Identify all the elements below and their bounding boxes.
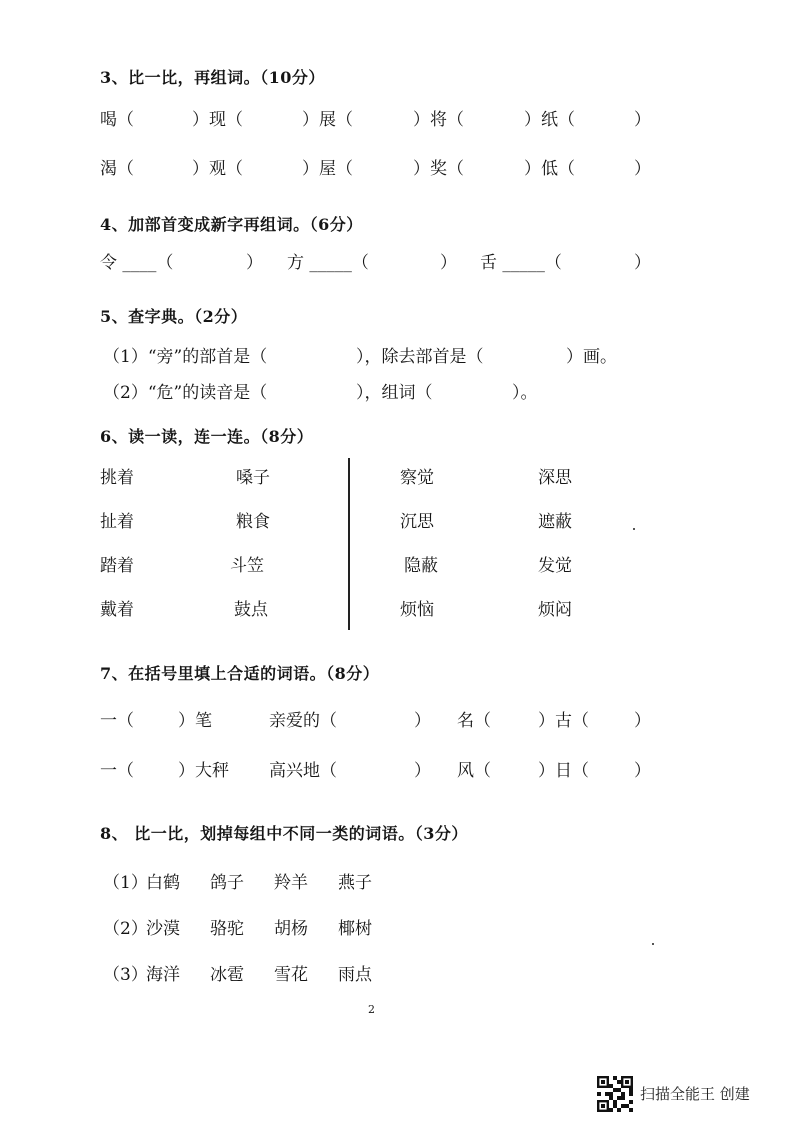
q7-row2-part: ） bbox=[634, 761, 651, 781]
q6-col3-item: 沉思 bbox=[400, 512, 434, 532]
q8-word: 冰雹 bbox=[210, 965, 244, 985]
q4-item-1: 令 ____（ bbox=[100, 253, 174, 273]
q8-group-number: （3） bbox=[103, 965, 148, 985]
scan-speck bbox=[633, 528, 635, 530]
q6-col3-item: 察觉 bbox=[400, 468, 434, 488]
q3-row2-item-1: 渴（ bbox=[100, 159, 134, 179]
q4-item-2: 方 _____（ bbox=[287, 253, 369, 273]
q7-row1-part: ）笔 bbox=[178, 711, 212, 731]
q3-row1-item-1: 喝（ bbox=[100, 110, 134, 130]
q6-col4-item: 发觉 bbox=[538, 556, 572, 576]
q4-item-3-close: ） bbox=[634, 253, 651, 273]
q7-row2-part: 高兴地（ bbox=[269, 761, 337, 781]
q3-row1-item-3: ）展（ bbox=[302, 110, 353, 130]
q6-col4-item: 遮蔽 bbox=[538, 512, 572, 532]
q7-row1-part: ）古（ bbox=[538, 711, 589, 731]
q5-line1-part2: ），除去部首是（ bbox=[356, 347, 484, 367]
q7-row2-part: 一（ bbox=[100, 761, 134, 781]
q3-row1-item-2: ）现（ bbox=[192, 110, 243, 130]
q7-row1-part: 亲爱的（ bbox=[269, 711, 337, 731]
q5-heading: 5、查字典。（2分） bbox=[100, 307, 248, 326]
q8-word: 海洋 bbox=[146, 965, 180, 985]
q8-group-number: （2） bbox=[103, 919, 148, 939]
q3-row2-item-3: ）屋（ bbox=[302, 159, 353, 179]
q3-row1-item-6: ） bbox=[634, 110, 651, 130]
q8-heading: 8、 比一比，划掉每组中不同一类的词语。（3分） bbox=[100, 824, 468, 843]
q6-col4-item: 烦闷 bbox=[538, 600, 572, 620]
q8-word: 羚羊 bbox=[274, 873, 308, 893]
q6-col2-item: 嗓子 bbox=[236, 468, 270, 488]
q6-col2-item: 鼓点 bbox=[234, 600, 268, 620]
q6-col1-item: 挑着 bbox=[100, 468, 134, 488]
q3-row1-item-4: ）将（ bbox=[413, 110, 464, 130]
q8-word: 雪花 bbox=[274, 965, 308, 985]
q7-row1-part: 名（ bbox=[457, 711, 491, 731]
q6-col1-item: 扯着 bbox=[100, 512, 134, 532]
q7-row1-part: 一（ bbox=[100, 711, 134, 731]
q4-item-2-close: ） bbox=[440, 253, 457, 273]
q6-divider-line bbox=[348, 458, 350, 630]
q8-word: 燕子 bbox=[338, 873, 372, 893]
q7-row2-part: ） bbox=[414, 761, 431, 781]
q3-heading: 3、比一比，再组词。（10分） bbox=[100, 68, 325, 87]
q7-row1-part: ） bbox=[634, 711, 651, 731]
q7-row2-part: ）大秤 bbox=[178, 761, 229, 781]
q8-word: 胡杨 bbox=[274, 919, 308, 939]
q3-row1-item-5: ）纸（ bbox=[524, 110, 575, 130]
qr-code-icon bbox=[597, 1076, 633, 1112]
q8-word: 沙漠 bbox=[146, 919, 180, 939]
q4-item-1-close: ） bbox=[246, 253, 263, 273]
q4-heading: 4、加部首变成新字再组词。（6分） bbox=[100, 215, 363, 234]
q6-col3-item: 隐蔽 bbox=[404, 556, 438, 576]
q6-col1-item: 戴着 bbox=[100, 600, 134, 620]
q8-word: 鸽子 bbox=[210, 873, 244, 893]
q7-row1-part: ） bbox=[414, 711, 431, 731]
q3-row2-item-2: ）观（ bbox=[192, 159, 243, 179]
page-number: 2 bbox=[368, 1003, 375, 1016]
watermark-text: 扫描全能王 创建 bbox=[640, 1085, 750, 1103]
q3-row2-item-6: ） bbox=[634, 159, 651, 179]
q3-row2-item-5: ）低（ bbox=[524, 159, 575, 179]
q7-row2-part: 风（ bbox=[457, 761, 491, 781]
q6-heading: 6、读一读，连一连。（8分） bbox=[100, 427, 314, 446]
q8-word: 椰树 bbox=[338, 919, 372, 939]
q7-row2-part: ）日（ bbox=[538, 761, 589, 781]
q8-group-number: （1） bbox=[103, 873, 148, 893]
q7-heading: 7、在括号里填上合适的词语。（8分） bbox=[100, 664, 380, 683]
q6-col4-item: 深思 bbox=[538, 468, 572, 488]
q8-word: 白鹤 bbox=[146, 873, 180, 893]
q8-word: 骆驼 bbox=[210, 919, 244, 939]
q4-item-3: 舌 _____（ bbox=[480, 253, 562, 273]
q5-line2-part2: ），组词（ bbox=[356, 383, 433, 403]
q5-line1-part3: ）画。 bbox=[566, 347, 617, 367]
q8-word: 雨点 bbox=[338, 965, 372, 985]
q5-line2-part3: ）。 bbox=[512, 383, 538, 403]
q5-line1-part1: （1）“旁”的部首是（ bbox=[103, 347, 268, 367]
q6-col2-item: 粮食 bbox=[236, 512, 270, 532]
scan-speck bbox=[652, 943, 654, 945]
q6-col3-item: 烦恼 bbox=[400, 600, 434, 620]
q6-col1-item: 踏着 bbox=[100, 556, 134, 576]
q5-line2-part1: （2）“危”的读音是（ bbox=[103, 383, 268, 403]
q6-col2-item: 斗笠 bbox=[230, 556, 264, 576]
q3-row2-item-4: ）奖（ bbox=[413, 159, 464, 179]
